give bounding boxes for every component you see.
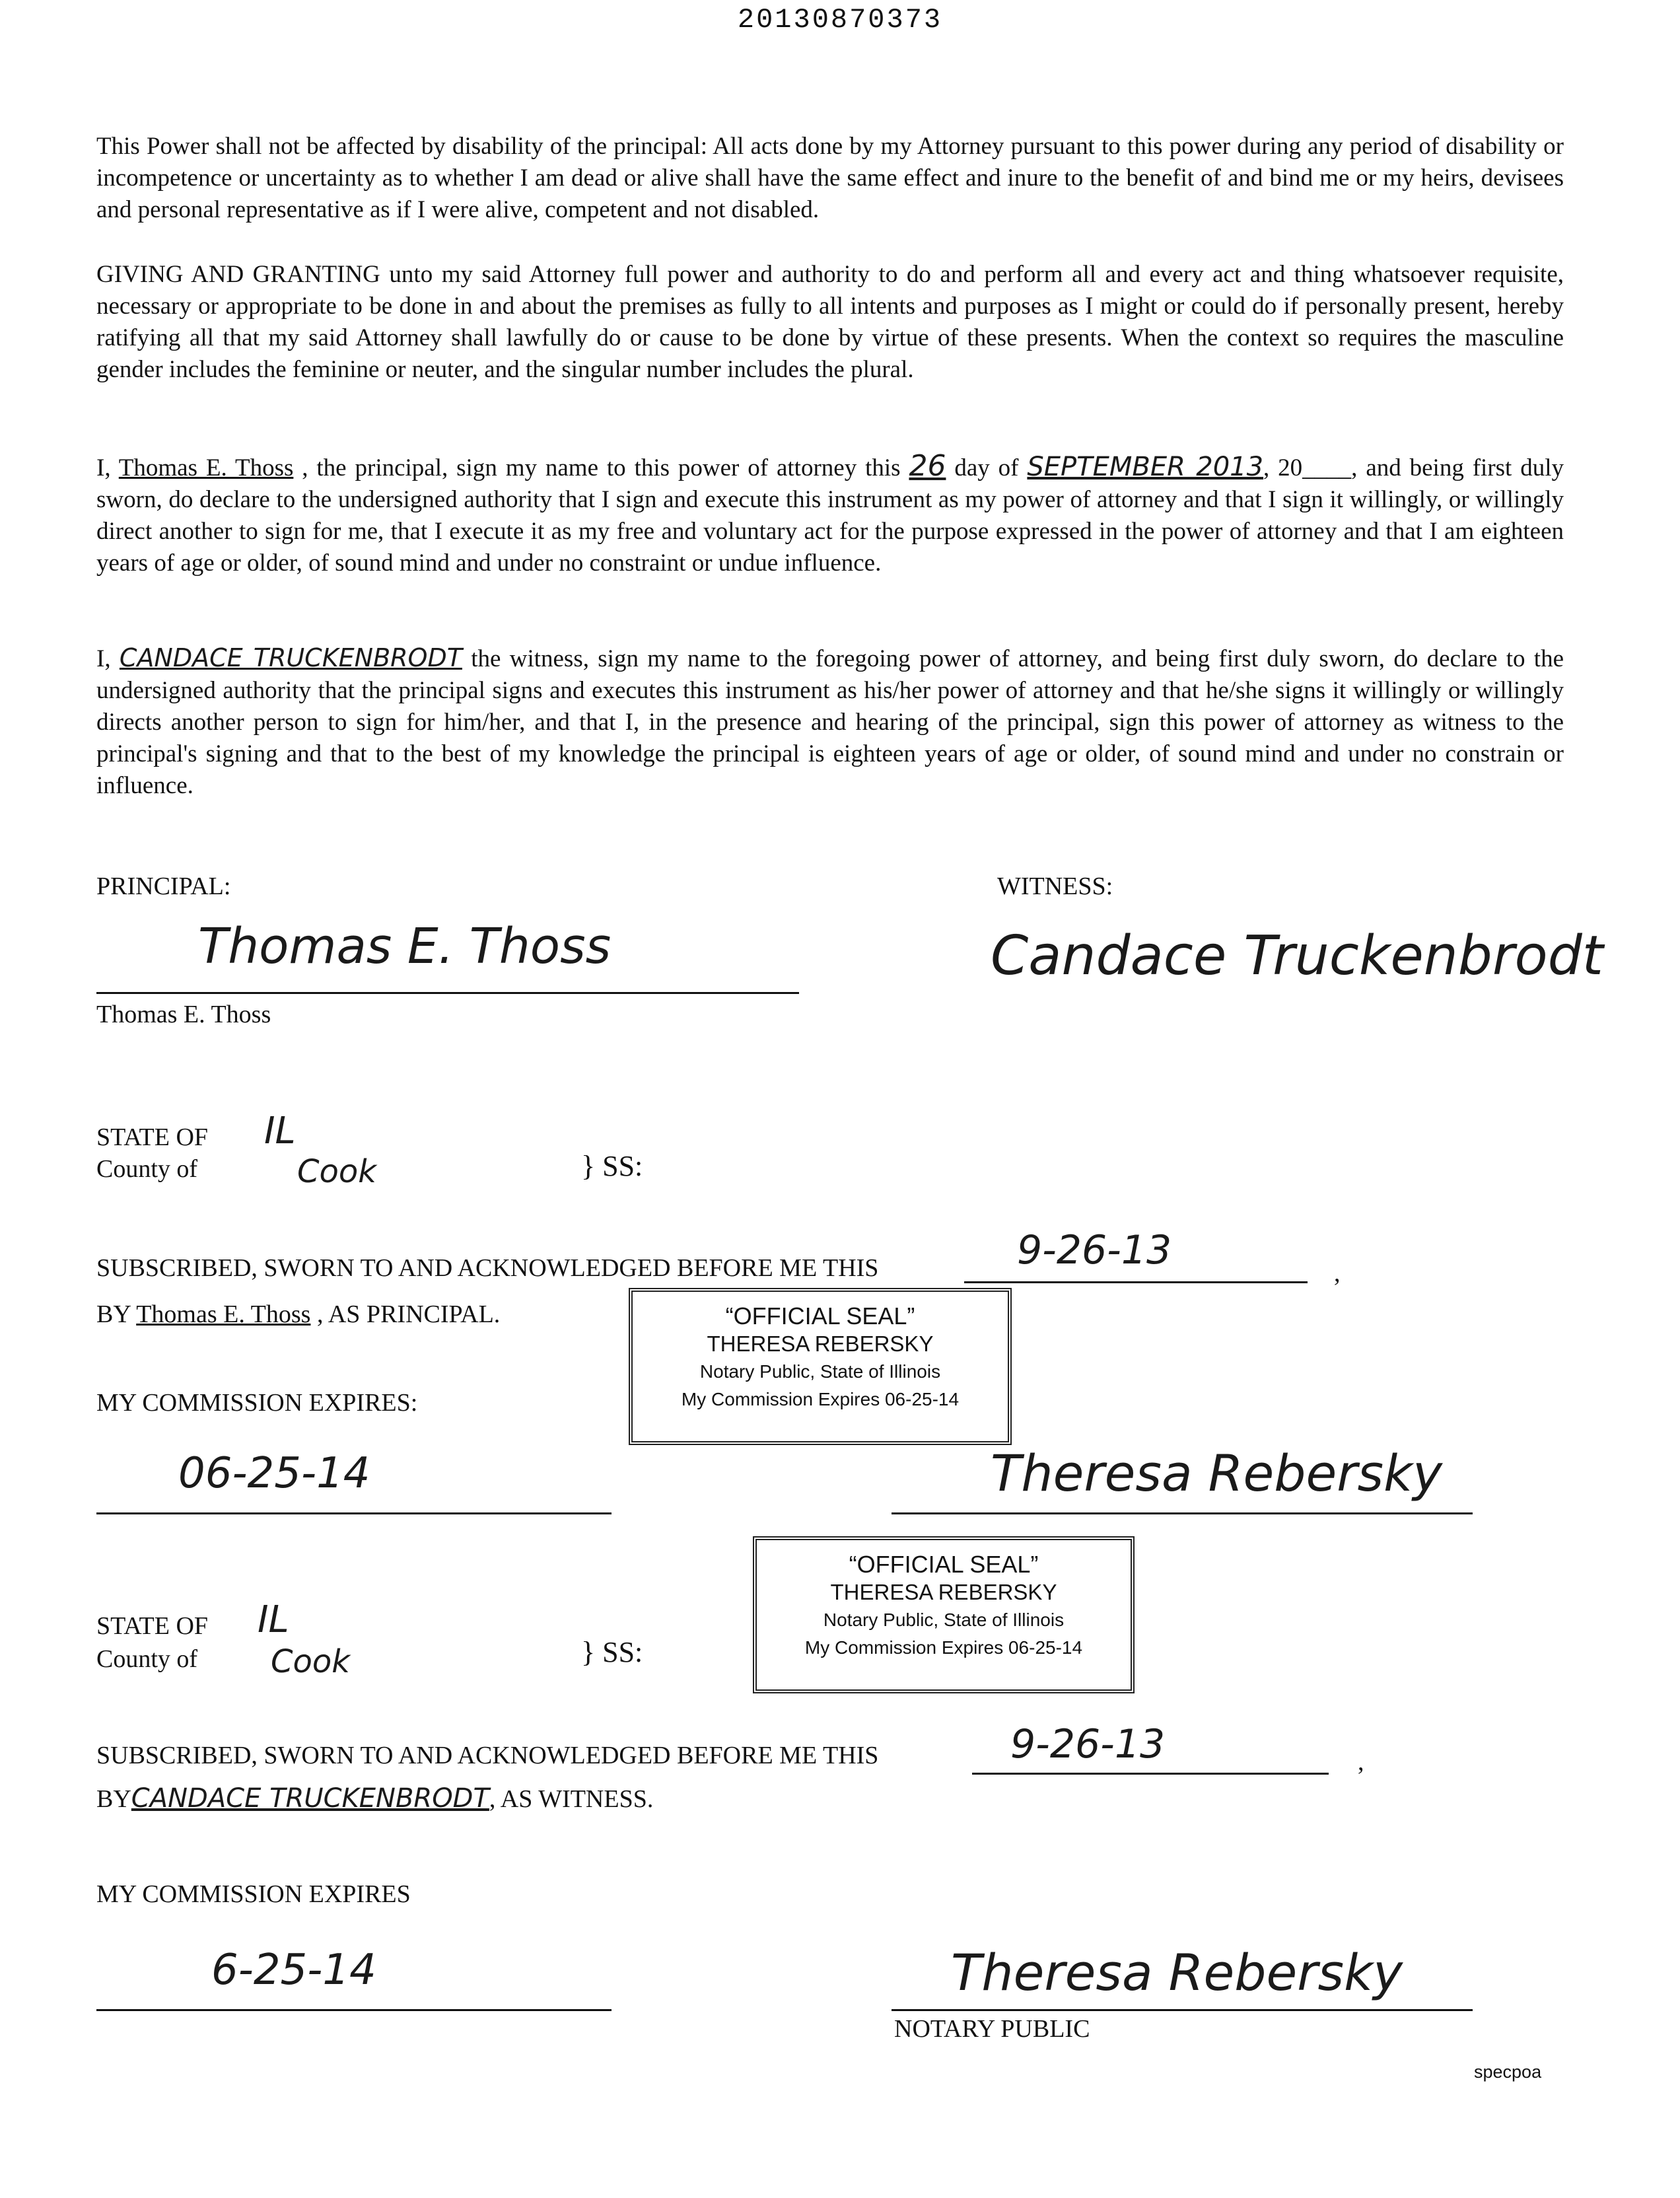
seal1-name: THERESA REBERSKY [707,1331,934,1356]
p3-rest: , 20____, and being first duly sworn, do declare to the undersigned authority that I sign and execute this instrument as my power of attorney and that I sign it willingly, or willingly direct another to sign for me, that I execute it as my free and voluntary act for the purpose expressed in the power of attorney and that I am eighteen years of age or older, of sound mind and under no constraint or undue influence. [96,454,1564,577]
county-label-2: County of [96,1645,198,1673]
document-number: 20130870373 [737,4,943,36]
p3-mid1: , the principal, sign my name to this power of attorney this [293,454,909,481]
by-prefix-2: BY [96,1785,131,1813]
state-label-1: STATE OF [96,1123,209,1151]
commission-value-2: 6-25-14 [211,1946,376,1995]
notary-signature-2: Theresa Rebersky [951,1943,1403,2002]
by-line-2 [96,1783,653,1814]
ss-2: } SS: [581,1636,643,1668]
notary-signature-line-1 [892,1512,1473,1514]
notary-public-label: NOTARY PUBLIC [894,2015,1090,2043]
official-seal-2 [753,1536,1135,1693]
commission-line-1 [96,1512,612,1514]
by-name-2: CANDACE TRUCKENBRODT [131,1783,489,1814]
commission-value-1: 06-25-14 [178,1449,370,1498]
commission-line-2 [96,2009,612,2011]
seal1-expiry: My Commission Expires 06-25-14 [681,1389,960,1409]
subscribed-2: SUBSCRIBED, SWORN TO AND ACKNOWLEDGED BEFORE ME THIS [96,1742,879,1769]
subscribed-date-line-1 [964,1281,1308,1283]
seal1-state: Notary Public, State of Illinois [699,1361,941,1382]
principal-signature: Thomas E. Thoss [198,918,612,975]
principal-printed-name: Thomas E. Thoss [96,1001,271,1028]
witness-declaration-paragraph [96,642,1564,802]
granting-paragraph: GIVING AND GRANTING unto my said Attorney full power and authority to do and perform all and every act and thing whatsoever requisite, necessary or appropriate to be done in and about the premises as fully to all intents and purposes as I might or could do if personally present, hereby ratifying all that my said Attorney shall lawfully do or cause to be done by virtue of these presents. When the context so requires the masculine gender includes the feminine or neuter, and the singular number includes the plural. [96,261,1564,383]
by-suffix-1: , AS PRINCIPAL. [310,1300,501,1328]
commission-label-1: MY COMMISSION EXPIRES: [96,1389,418,1417]
by-suffix-2: , AS WITNESS. [489,1785,654,1813]
seal2-title: “OFFICIAL SEAL” [849,1551,1039,1578]
official-seal-1 [629,1288,1012,1445]
subscribed-1: SUBSCRIBED, SWORN TO AND ACKNOWLEDGED BEFORE ME THIS [96,1254,879,1282]
form-code: specpoa [1474,2062,1542,2082]
witness-signature: Candace Truckenbrodt [991,925,1603,987]
witness-name-inline: CANDACE TRUCKENBRODT [119,643,462,672]
subscribed-date-2: 9-26-13 [1010,1721,1166,1767]
principal-signature-line [96,992,799,994]
date-comma-2: , [1358,1748,1364,1776]
state-value-1: IL [264,1110,296,1152]
seal2-state: Notary Public, State of Illinois [823,1610,1065,1630]
p4-rest: the witness, sign my name to the foregoing power of attorney, and being first duly sworn, do declare to the undersigned authority that the principal signs and executes this instrument as his/her power of attorney and that he/she signs it willingly or willingly directs another person to sign for him/her, and that I, in the presence and hearing of the principal, sign this power of attorney as witness to the principal's signing and that to the best of my knowledge the principal is eighteen years of age or older, of sound mind and under no constrain or influence. [96,645,1564,799]
witness-label: WITNESS: [997,872,1113,900]
signing-month: SEPTEMBER 2013 [1027,452,1264,482]
by-name-1: Thomas E. Thoss [136,1300,311,1328]
principal-label: PRINCIPAL: [96,872,231,900]
p4-start: I, [96,645,120,672]
county-value-2: Cook [271,1643,351,1680]
county-label-1: County of [96,1155,198,1183]
principal-declaration-paragraph [96,450,1564,579]
notary-signature-line-2 [892,2009,1473,2011]
subscribed-date-1: 9-26-13 [1017,1227,1172,1273]
signing-day: 26 [909,449,946,483]
p3-mid2: day of [946,454,1028,481]
by-prefix-1: BY [96,1300,137,1328]
disability-paragraph: This Power shall not be affected by disability of the principal: All acts done by my Attorney pursuant to this power during any period of disability or incompetence or uncertainty as to whether I am dead or alive shall have the same effect and inure to the benefit of and bind me or my heirs, devisees and personal representative as if I were alive, competent and not disabled. [96,133,1564,223]
seal2-expiry: My Commission Expires 06-25-14 [804,1637,1083,1658]
commission-label-2: MY COMMISSION EXPIRES [96,1880,411,1908]
seal2-name: THERESA REBERSKY [830,1580,1057,1604]
seal1-title: “OFFICIAL SEAL” [725,1302,915,1329]
p3-start: I, [96,454,119,481]
state-label-2: STATE OF [96,1612,209,1640]
by-line-1 [96,1300,500,1329]
subscribed-date-line-2 [972,1773,1329,1775]
county-value-1: Cook [297,1153,377,1190]
state-value-2: IL [258,1598,289,1641]
principal-name-inline: Thomas E. Thoss [118,454,294,481]
ss-1: } SS: [581,1150,643,1182]
notary-signature-1: Theresa Rebersky [991,1444,1443,1503]
date-comma-1: , [1334,1259,1341,1287]
